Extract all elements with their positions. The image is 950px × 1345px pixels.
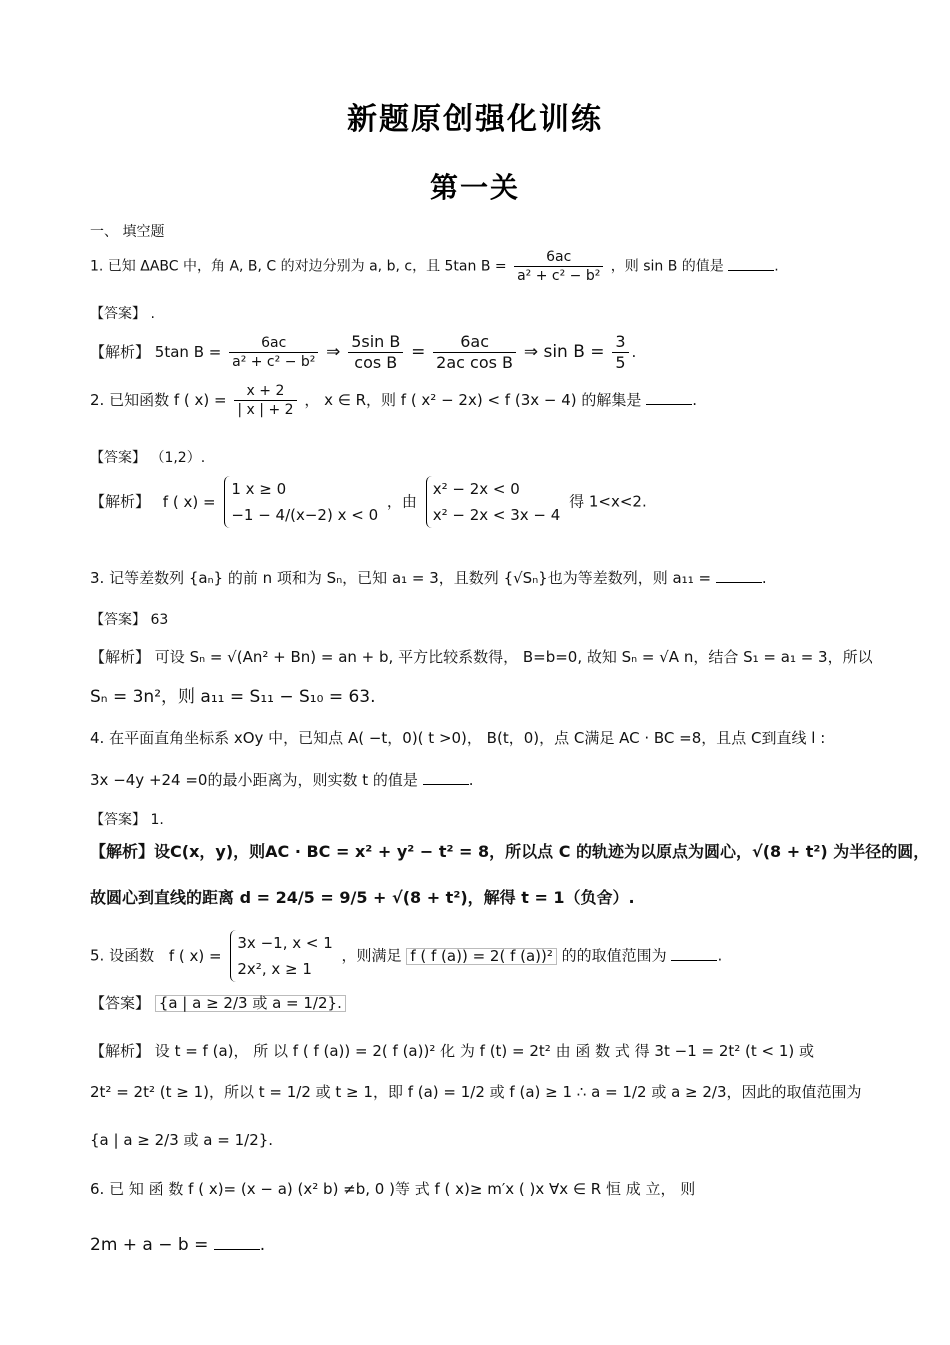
q5-an-line1: 设 t = f (a)， 所 以 f ( f (a)) = 2( f (a))² 化 为 f (t) = 2t² 由 函 数 式 得 3t −1 = 2t² (t < 1) 或 xyxy=(154,1042,815,1060)
q1-frac-den: a² + c² − b² xyxy=(517,268,601,284)
q5-analysis-line1 xyxy=(90,1044,814,1059)
analysis-tag: 【解析】 xyxy=(90,343,151,361)
answer-tag: 【答案】 xyxy=(90,994,151,1012)
q1-fraction xyxy=(514,250,603,283)
q5-stem-a: 5. 设函数 xyxy=(90,946,155,965)
question-5: 5. 设函数 f ( x) = 3x −1, x < 1 2x², x ≥ 1 ，则满足 f ( f (a)) = 2( f (a))² 的的取值范围为 . xyxy=(90,930,722,982)
analysis-tag: 【解析】 xyxy=(90,842,155,861)
q5-condition: f ( f (a)) = 2( f (a))² xyxy=(406,948,557,965)
q1-an-frac1-num: 6ac xyxy=(229,336,318,353)
q5-stem-b: ，则满足 xyxy=(341,946,402,965)
answer-tag: 【答案】 xyxy=(90,612,146,628)
q4-analysis-line2: 故圆心到直线的距离 d = 24/5 = 9/5 + √(8 + t²)，解得 t = 1（负舍）. xyxy=(90,888,635,907)
q5-piecewise xyxy=(230,930,332,982)
page-title: 新题原创强化训练 xyxy=(347,102,603,137)
q4-an-line1: 设C(x，y)，则AC · BC = x² + y² − t² = 8，所以点 C 的轨迹为以原点为圆心，√(8 + t²) 为半径的圆， xyxy=(154,842,930,861)
q2-answer xyxy=(90,451,205,465)
q3-answer-blank xyxy=(716,570,762,583)
q2-an-b: ，由 xyxy=(386,492,417,511)
q2-sys-2: x² − 2x < 3x − 4 xyxy=(432,506,561,524)
q1-an-frac1-den: a² + c² − b² xyxy=(232,354,316,370)
question-4-line2: 3x −4y +24 =0的最小距离为，则实数 t 的值是 . xyxy=(90,771,474,789)
q1-an-frac3-den: 2ac cos B xyxy=(436,353,514,372)
q5-piece-2: 2x², x ≥ 1 xyxy=(237,960,312,978)
q2-piece-2: −1 − 4/(x−2) x < 0 xyxy=(231,506,379,524)
q5-stem-f: f ( x) = xyxy=(168,946,222,965)
q6-answer-blank xyxy=(214,1237,260,1250)
answer-tag: 【答案】 xyxy=(90,812,146,828)
q1-answer-blank xyxy=(728,258,774,271)
q1-an-frac4-num: 3 xyxy=(612,334,628,353)
question-6-line2: 2m + a − b = . xyxy=(90,1235,266,1255)
answer-tag: 【答案】 xyxy=(90,306,146,322)
q1-an-eq: = xyxy=(411,342,426,362)
q4-answer-text: 1. xyxy=(150,812,164,828)
q3-analysis-line1 xyxy=(90,650,873,665)
q5-analysis-line3: {a | a ≥ 2/3 或 a = 1/2}. xyxy=(90,1131,274,1149)
q5-answer-blank xyxy=(671,948,717,961)
q1-stem-b: ，则 sin B 的值是 xyxy=(610,258,724,275)
q1-an-frac4 xyxy=(612,334,628,371)
q5-analysis-line2: 2t² = 2t² (t ≥ 1)，所以 t = 1/2 或 t ≥ 1，即 f (a) = 1/2 或 f (a) ≥ 1 ∴ a = 1/2 或 a ≥ 2/3，因此的取值范围为 xyxy=(90,1083,862,1101)
q3-an-line1: 可设 Sₙ = √(An² + Bn) = an + b, 平方比较系数得， B=b=0, 故知 Sₙ = √A n，结合 S₁ = a₁ = 3，所以 xyxy=(154,648,873,666)
question-3: 3. 记等差数列 {aₙ} 的前 n 项和为 Sₙ，已知 a₁ = 3，且数列 {√Sₙ}也为等差数列，则 a₁₁ = . xyxy=(90,569,767,587)
q5-stem-c: 的的取值范围为 xyxy=(561,946,667,965)
q2-analysis xyxy=(90,476,647,528)
q1-stem-a: 1. 已知 ΔABC 中，角 A, B, C 的对边分别为 a, b, c，且 5tan B = xyxy=(90,258,507,275)
page-subtitle: 第一关 xyxy=(429,171,520,204)
q1-answer xyxy=(90,307,155,321)
q1-answer-text: . xyxy=(150,306,155,322)
q2-fraction xyxy=(234,384,296,417)
analysis-tag: 【解析】 xyxy=(90,1042,151,1060)
section-heading: 一、 填空题 xyxy=(90,224,165,240)
q2-sys-1: x² − 2x < 0 xyxy=(432,480,520,498)
q2-frac-den: | x | + 2 xyxy=(237,402,294,418)
q6-stem2: 2m + a − b = xyxy=(90,1235,209,1255)
answer-tag: 【答案】 xyxy=(90,450,146,466)
q2-piece-1: 1 x ≥ 0 xyxy=(231,480,287,498)
q3-stem: 3. 记等差数列 {aₙ} 的前 n 项和为 Sₙ，已知 a₁ = 3，且数列 {√Sₙ}也为等差数列，则 a₁₁ = xyxy=(90,569,712,587)
q2-piecewise xyxy=(224,476,378,528)
q4-analysis-line1 xyxy=(90,844,929,860)
question-2: 2. 已知函数 f ( x) = $\frac{x + 2}{| x | + 2}$ ， x ∈ R，则 f ( x² − 2x) < f (3x − 4) 的解集是 . xyxy=(90,383,697,418)
q4-answer-blank xyxy=(423,772,469,785)
q2-stem-b: ， x ∈ R，则 f ( x² − 2x) < f (3x − 4) 的解集是 xyxy=(304,391,642,409)
q2-an-a: f ( x) = xyxy=(162,492,216,511)
q1-an-a: 5tan B = xyxy=(154,343,222,361)
q1-an-frac3 xyxy=(433,334,516,371)
q3-answer-text: 63 xyxy=(150,612,169,628)
q1-an-frac2-den: cos B xyxy=(354,353,398,372)
q1-analysis: 【解析】 5tan B = $\frac{6ac}{\text{a² + c² − b²}}$ ⇒ $\frac{\text{5sin B}}{\text{cos B}}$ = $\frac{6ac}{\text{2ac cos B}}$ ⇒ sin B = $\frac{3}{5}$ . xyxy=(90,332,637,372)
q1-an-frac1 xyxy=(229,336,318,369)
analysis-tag: 【解析】 xyxy=(90,492,151,511)
q1-an-arrow2: ⇒ sin B = xyxy=(523,342,605,362)
q2-stem-a: 2. 已知函数 f ( x) = xyxy=(90,391,227,409)
q4-answer xyxy=(90,813,164,827)
q2-frac-num: x + 2 xyxy=(234,384,296,401)
q3-analysis-line2: Sₙ = 3n²，则 a₁₁ = S₁₁ − S₁₀ = 63. xyxy=(90,687,376,707)
q1-an-frac3-num: 6ac xyxy=(433,334,516,353)
q1-an-frac2-num: 5sin B xyxy=(348,334,403,353)
q2-system xyxy=(426,476,561,528)
q2-answer-blank xyxy=(646,392,692,405)
q5-answer-text: {a | a ≥ 2/3 或 a = 1/2}. xyxy=(155,995,346,1012)
q1-an-frac4-den: 5 xyxy=(615,353,626,372)
question-4-line1: 4. 在平面直角坐标系 xOy 中，已知点 A( −t，0)( t >0)， B(t，0)，点 C满足 AC · BC =8，且点 C到直线 l : xyxy=(90,729,826,747)
q1-an-frac2 xyxy=(348,334,403,371)
analysis-tag: 【解析】 xyxy=(90,648,151,666)
q2-answer-text: （1,2）. xyxy=(150,450,206,466)
question-1: 1. 已知 ΔABC 中，角 A, B, C 的对边分别为 a, b, c，且 5tan B = $\frac{6ac}{\text{a² + c² − b²}}$ ，则 sin B 的值是 . xyxy=(90,249,779,284)
q5-answer xyxy=(90,995,346,1012)
q5-piece-1: 3x −1, x < 1 xyxy=(237,934,333,952)
q1-an-arrow1: ⇒ xyxy=(326,342,341,362)
q3-answer xyxy=(90,613,168,627)
q2-an-c: 得 1<x<2. xyxy=(569,492,647,511)
q1-frac-num: 6ac xyxy=(514,250,603,267)
q4-stem2: 3x −4y +24 =0的最小距离为，则实数 t 的值是 xyxy=(90,771,418,789)
question-6-line1: 6. 已 知 函 数 f ( x)= (x − a) (x² b) ≠b, 0 )等 式 f ( x)≥ m′x ( )x ∀x ∈ R 恒 成 立， 则 xyxy=(90,1180,696,1198)
